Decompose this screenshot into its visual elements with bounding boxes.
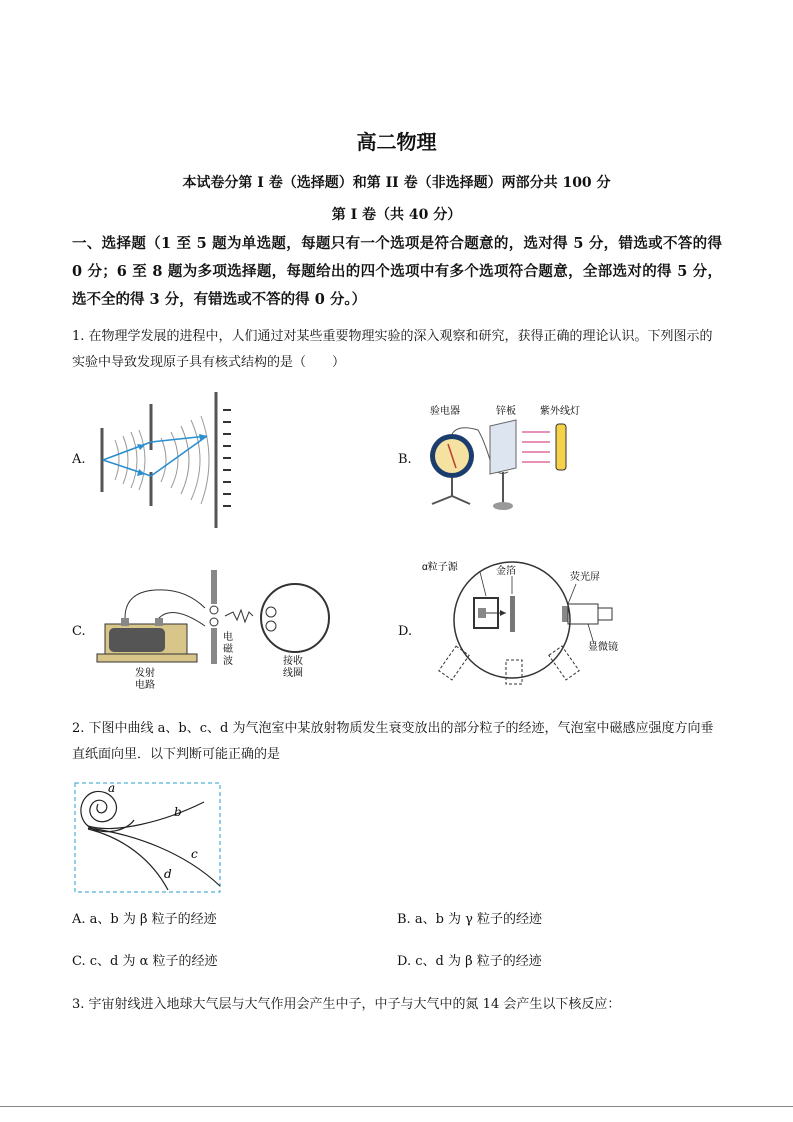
figure-hertz-experiment: [95, 568, 345, 696]
curve-label-c: c: [191, 847, 198, 861]
figc-label-electro: 电: [223, 632, 233, 643]
figc-label-circuit: 电路: [135, 680, 155, 691]
q2-option-a: A. a、b 为 β 粒子的经迹: [72, 912, 217, 927]
figc-label-wave: 波: [223, 656, 233, 667]
page-title: 高二物理: [356, 130, 437, 154]
figd-label-gold-foil: 金箔: [496, 566, 516, 577]
page-bottom-divider: [0, 1106, 793, 1107]
figure-bubble-chamber: [74, 782, 222, 894]
figb-label-uv-lamp: 紫外线灯: [540, 406, 580, 417]
exam-subtitle: 本试卷分第 I 卷（选择题）和第 II 卷（非选择题）两部分共 100 分: [182, 175, 611, 191]
figc-label-coil: 线圈: [283, 668, 303, 679]
figure-photoelectric: [418, 400, 598, 518]
q1-option-c-label: C.: [72, 624, 86, 639]
curve-label-a: a: [108, 782, 116, 795]
q1-option-d-label: D.: [398, 624, 413, 639]
q2-option-d: D. c、d 为 β 粒子的经迹: [397, 954, 542, 969]
q1-option-a-label: A.: [72, 452, 86, 467]
figb-label-electroscope: 验电器: [430, 406, 460, 417]
question-3-stem: 3. 宇宙射线进入地球大气层与大气作用会产生中子，中子与大气中的氮 14 会产生以下核反应：: [72, 997, 621, 1012]
figd-label-alpha-source: α粒子源: [422, 562, 458, 573]
figure-double-slit: [95, 390, 245, 530]
q2-option-b: B. a、b 为 γ 粒子的经迹: [397, 912, 543, 927]
figb-label-zinc-plate: 锌板: [496, 406, 516, 417]
question-2-stem: 2. 下图中曲线 a、b、c、d 为气泡室中某放射物质发生衰变放出的部分粒子的经迹，气泡室中磁感应强度方向垂直纸面向里．以下判断可能正确的是: [72, 721, 714, 762]
question-1-stem: 1. 在物理学发展的进程中，人们通过对某些重要物理实验的深入观察和研究，获得正确的理论认识。下列图示的实验中导致发现原子具有核式结构的是（ ）: [72, 329, 713, 370]
curve-label-b: b: [174, 805, 182, 819]
figc-label-receive: 接收: [283, 656, 303, 667]
q2-option-c: C. c、d 为 α 粒子的经迹: [72, 954, 218, 969]
q1-option-b-label: B.: [398, 452, 412, 467]
section-instructions: 一、选择题（1 至 5 题为单选题，每题只有一个选项是符合题意的，选对得 5 分，错选或不答的得 0 分；6 至 8 题为多项选择题，每题给出的四个选项中有多个选项符合题意，全部选对的得 5 分，选不全的得 3 分，有错选或不答的得 0 分。）: [72, 235, 722, 308]
figd-label-microscope: 显微镜: [588, 642, 618, 653]
figc-label-transmit: 发射: [135, 668, 155, 679]
curve-label-d: d: [164, 867, 172, 881]
figd-label-screen: 荧光屏: [570, 572, 600, 583]
figure-alpha-scattering: [418, 556, 633, 686]
part-heading: 第 I 卷（共 40 分）: [331, 207, 462, 223]
figc-label-magnetic: 磁: [223, 644, 233, 655]
